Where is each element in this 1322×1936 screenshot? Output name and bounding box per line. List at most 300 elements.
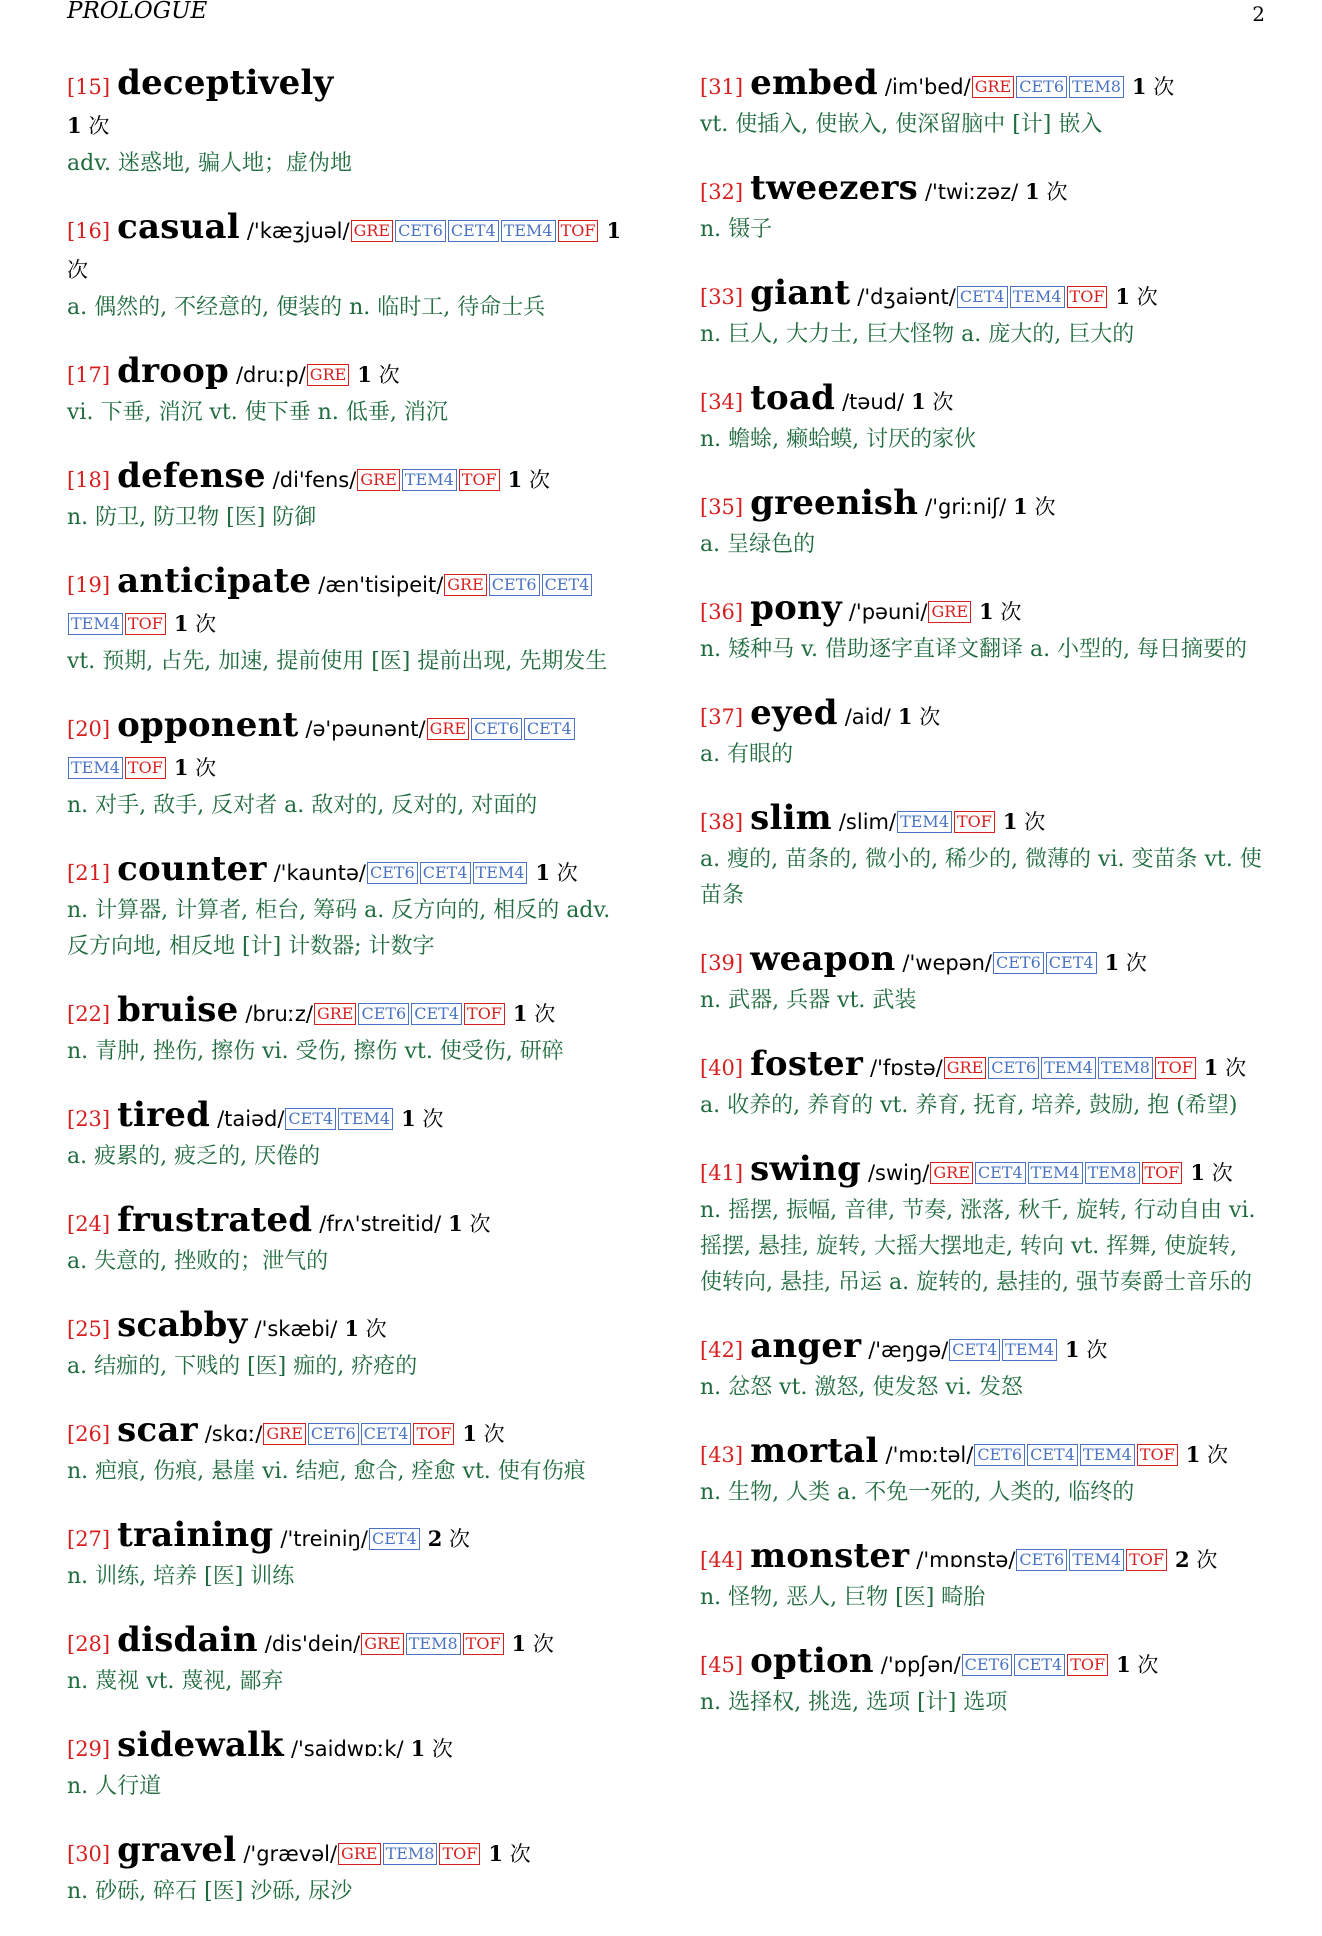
exam-tag: GRE <box>427 718 470 740</box>
headword: droop <box>117 351 229 391</box>
count-number: 1 <box>897 704 913 729</box>
count-number: 1 <box>1203 1055 1219 1080</box>
vocab-entry <box>67 64 632 182</box>
definition: vt. 预期, 占先, 加速, 提前使用 [医] 提前出现, 先期发生 <box>67 649 608 674</box>
exam-tag: TOF <box>125 613 166 635</box>
exam-tag: CET6 <box>988 1057 1039 1079</box>
exam-tag: CET6 <box>962 1654 1013 1676</box>
frequency-count <box>508 468 550 492</box>
frequency-count <box>174 756 216 780</box>
exam-tag: CET4 <box>957 286 1008 308</box>
count-number: 1 <box>1002 809 1018 834</box>
exam-tag: TEM4 <box>473 862 528 884</box>
vocab-entry <box>700 1537 1265 1616</box>
phonetic: /'twiːzəz/ <box>924 180 1019 204</box>
exam-tag: GRE <box>944 1057 987 1079</box>
entry-head <box>700 379 1265 422</box>
count-number: 1 <box>1131 74 1147 99</box>
entry-index: [35] <box>700 495 744 519</box>
definition: n. 生物, 人类 a. 不免一死的, 人类的, 临终的 <box>700 1480 1135 1505</box>
vocab-entry <box>700 1327 1265 1406</box>
phonetic: /'dʒaiənt/ <box>857 285 956 309</box>
headword: opponent <box>117 705 299 745</box>
exam-tag: GRE <box>928 601 971 623</box>
count-unit: 次 <box>469 1212 491 1236</box>
entry-index: [28] <box>67 1632 111 1656</box>
exam-tag: GRE <box>972 76 1015 98</box>
exam-tag: TOF <box>463 1633 504 1655</box>
entry-index: [45] <box>700 1653 744 1677</box>
definition: a. 失意的, 挫败的；泄气的 <box>67 1249 329 1274</box>
exam-tag: TOF <box>464 1003 505 1025</box>
exam-tag: CET4 <box>1014 1654 1065 1676</box>
definition: n. 蔑视 vt. 蔑视, 鄙弃 <box>67 1669 284 1694</box>
entry-head <box>700 274 1265 317</box>
entry-head <box>700 64 1265 107</box>
definition: a. 瘦的, 苗条的, 微小的, 稀少的, 微薄的 vi. 变苗条 vt. 使苗条 <box>700 847 1262 908</box>
exam-tag: GRE <box>357 469 400 491</box>
vocab-entry <box>67 1306 632 1385</box>
phonetic: /təud/ <box>842 390 905 414</box>
entry-head <box>700 1432 1265 1475</box>
headword: scar <box>117 1410 198 1450</box>
phonetic: /ə'pəunənt/ <box>305 717 426 741</box>
headword: training <box>117 1515 274 1555</box>
exam-tag: TEM8 <box>1098 1057 1153 1079</box>
exam-tag: TOF <box>125 757 166 779</box>
count-unit: 次 <box>1207 1443 1228 1467</box>
exam-tag: CET4 <box>448 220 499 242</box>
count-unit: 次 <box>1153 75 1175 99</box>
vocab-entry <box>67 562 632 680</box>
entry-index: [31] <box>700 75 744 99</box>
definition: vi. 下垂, 消沉 vt. 使下垂 n. 低垂, 消沉 <box>67 400 448 425</box>
count-unit: 次 <box>365 1317 387 1341</box>
frequency-count <box>1003 810 1045 834</box>
count-number: 1 <box>1190 1160 1206 1185</box>
entry-index: [21] <box>67 861 111 885</box>
entry-head <box>67 1516 632 1559</box>
phonetic: /'mɒnstə/ <box>916 1548 1016 1572</box>
entry-index: [36] <box>700 600 744 624</box>
count-unit: 次 <box>88 114 110 138</box>
count-unit: 次 <box>1137 1653 1159 1677</box>
vocab-entry <box>67 850 632 965</box>
exam-tag: GRE <box>314 1003 357 1025</box>
exam-tag: TEM8 <box>1085 1162 1140 1184</box>
entry-index: [22] <box>67 1002 111 1026</box>
count-unit: 次 <box>483 1422 505 1446</box>
phonetic: /slim/ <box>838 810 897 834</box>
count-unit: 次 <box>919 705 941 729</box>
entry-head <box>67 208 632 290</box>
frequency-count <box>174 612 216 636</box>
exam-tag: CET6 <box>974 1444 1025 1466</box>
exam-tag: TOF <box>1126 1549 1167 1571</box>
frequency-count <box>512 1632 554 1656</box>
exam-tag: TEM4 <box>501 220 556 242</box>
exam-tag: GRE <box>351 220 394 242</box>
exam-tag: TEM4 <box>1028 1162 1083 1184</box>
frequency-count <box>535 861 577 885</box>
frequency-count <box>448 1212 490 1236</box>
entry-head <box>67 1621 632 1664</box>
exam-tag: TEM4 <box>68 613 123 635</box>
headword: gravel <box>117 1830 237 1870</box>
entry-head <box>67 1306 632 1349</box>
count-unit: 次 <box>195 756 217 780</box>
exam-tag: GRE <box>307 364 350 386</box>
exam-tag: CET4 <box>361 1423 412 1445</box>
exam-tag: CET6 <box>993 952 1044 974</box>
frequency-count <box>488 1842 530 1866</box>
entry-head <box>67 1411 632 1454</box>
entry-index: [18] <box>67 468 111 492</box>
exam-tag: TEM4 <box>1080 1444 1135 1466</box>
definition: n. 砂砾, 碎石 [医] 沙砾, 尿沙 <box>67 1879 353 1904</box>
entry-index: [23] <box>67 1107 111 1131</box>
count-unit: 次 <box>67 258 88 282</box>
count-number: 1 <box>1104 950 1120 975</box>
phonetic: /'griːniʃ/ <box>925 495 1007 519</box>
frequency-count <box>1013 495 1055 519</box>
count-unit: 次 <box>509 1842 531 1866</box>
definition: a. 偶然的, 不经意的, 便装的 n. 临时工, 待命士兵 <box>67 295 546 320</box>
exam-tag: TOF <box>1142 1162 1183 1184</box>
exam-tag: TEM4 <box>1010 286 1065 308</box>
vocab-entry <box>67 208 632 326</box>
exam-tag: TEM4 <box>1002 1339 1057 1361</box>
count-number: 1 <box>512 1001 528 1026</box>
exam-tag: GRE <box>444 574 487 596</box>
count-unit: 次 <box>195 612 217 636</box>
exam-tag: GRE <box>263 1423 306 1445</box>
frequency-count <box>513 1002 555 1026</box>
definition: n. 防卫, 防卫物 [医] 防御 <box>67 505 317 530</box>
entry-index: [17] <box>67 363 111 387</box>
frequency-count <box>979 600 1021 624</box>
headword: counter <box>117 849 267 889</box>
phonetic: /'saidwɒːk/ <box>290 1737 404 1761</box>
entry-head <box>700 940 1265 983</box>
entry-head <box>700 1537 1265 1580</box>
count-number: 1 <box>401 1106 416 1131</box>
definition: vt. 使插入, 使嵌入, 使深留脑中 [计] 嵌入 <box>700 112 1103 137</box>
vocab-entry <box>700 274 1265 353</box>
entry-index: [16] <box>67 219 111 243</box>
exam-tag: CET4 <box>411 1003 462 1025</box>
entry-head <box>700 484 1265 527</box>
vocab-entry <box>700 379 1265 458</box>
count-unit: 次 <box>534 1002 556 1026</box>
frequency-count <box>357 363 399 387</box>
frequency-count <box>67 114 109 138</box>
vocab-entry <box>67 352 632 431</box>
headword: monster <box>750 1536 910 1576</box>
count-number: 1 <box>979 599 994 624</box>
count-unit: 次 <box>1225 1056 1247 1080</box>
count-number: 1 <box>1025 179 1040 204</box>
count-number: 1 <box>488 1841 503 1866</box>
entry-head <box>67 352 632 395</box>
entry-index: [32] <box>700 180 744 204</box>
exam-tag: GRE <box>338 1843 381 1865</box>
entry-head <box>67 64 632 107</box>
vocab-entry <box>700 1432 1265 1511</box>
phonetic: /im'bed/ <box>884 75 971 99</box>
definition: n. 巨人, 大力士, 巨大怪物 a. 庞大的, 巨大的 <box>700 322 1135 347</box>
headword: casual <box>117 207 240 247</box>
headword: bruise <box>117 990 239 1030</box>
phonetic: /bruːz/ <box>245 1002 313 1026</box>
frequency-count <box>428 1527 470 1551</box>
entry-index: [29] <box>67 1737 111 1761</box>
exam-tag: TEM8 <box>1069 76 1124 98</box>
phonetic: /'grævəl/ <box>243 1842 338 1866</box>
phonetic: /swiŋ/ <box>867 1161 930 1185</box>
vocab-entry <box>700 1150 1265 1301</box>
headword: sidewalk <box>117 1725 284 1765</box>
count-unit: 次 <box>1125 951 1147 975</box>
definition: n. 怪物, 恶人, 巨物 [医] 畸胎 <box>700 1585 986 1610</box>
exam-tag: TOF <box>459 469 500 491</box>
exam-tag: TEM4 <box>68 757 123 779</box>
phonetic: /'fɒstə/ <box>870 1056 943 1080</box>
vocab-entry <box>67 1726 632 1805</box>
headword: greenish <box>750 483 919 523</box>
phonetic: /'pəuni/ <box>848 600 928 624</box>
exam-tag: TOF <box>1067 286 1108 308</box>
frequency-count <box>898 705 940 729</box>
phonetic: /aid/ <box>844 705 891 729</box>
entry-index: [20] <box>67 717 111 741</box>
count-unit: 次 <box>378 363 400 387</box>
definition: n. 蟾蜍, 癞蛤蟆, 讨厌的家伙 <box>700 427 977 452</box>
exam-tag: TOF <box>558 220 599 242</box>
count-number: 1 <box>410 1736 426 1761</box>
definition: a. 呈绿色的 <box>700 532 816 557</box>
vocab-entry <box>700 1642 1265 1721</box>
phonetic: /taiəd/ <box>217 1107 285 1131</box>
entry-index: [33] <box>700 285 744 309</box>
headword: swing <box>750 1149 861 1189</box>
entry-head <box>700 1642 1265 1685</box>
definition: a. 有眼的 <box>700 742 794 767</box>
definition: n. 训练, 培养 [医] 训练 <box>67 1564 295 1589</box>
count-number: 1 <box>344 1316 359 1341</box>
exam-tag: TEM4 <box>402 469 457 491</box>
count-unit: 次 <box>528 468 550 492</box>
count-unit: 次 <box>422 1107 444 1131</box>
entry-index: [26] <box>67 1422 111 1446</box>
headword: defense <box>117 456 266 496</box>
vocab-entry <box>67 1831 632 1910</box>
entry-index: [15] <box>67 75 111 99</box>
headword: disdain <box>117 1620 258 1660</box>
phonetic: /'kauntə/ <box>273 861 366 885</box>
vocab-entry <box>700 694 1265 773</box>
definition: n. 选择权, 挑选, 选项 [计] 选项 <box>700 1690 1008 1715</box>
headword: giant <box>750 273 851 313</box>
phonetic: /'mɒːtəl/ <box>885 1443 974 1467</box>
phonetic: /skɑː/ <box>204 1422 263 1446</box>
entry-index: [43] <box>700 1443 744 1467</box>
frequency-count <box>1190 1161 1232 1185</box>
exam-tag: CET6 <box>471 718 522 740</box>
headword: option <box>750 1641 874 1681</box>
entry-index: [34] <box>700 390 744 414</box>
entry-head <box>67 850 632 893</box>
count-number: 1 <box>606 218 622 243</box>
vocab-entry <box>67 1096 632 1175</box>
exam-tag: GRE <box>361 1633 404 1655</box>
entry-index: [19] <box>67 573 111 597</box>
frequency-count <box>411 1737 453 1761</box>
headword: frustrated <box>117 1200 313 1240</box>
definition: n. 镊子 <box>700 217 773 242</box>
count-number: 2 <box>1175 1547 1190 1572</box>
phonetic: /'treiniŋ/ <box>280 1527 368 1551</box>
entry-head <box>700 589 1265 632</box>
count-unit: 次 <box>1000 600 1022 624</box>
entry-head <box>67 1096 632 1139</box>
count-unit: 次 <box>1086 1338 1108 1362</box>
count-number: 1 <box>507 467 523 492</box>
count-number: 1 <box>1065 1337 1080 1362</box>
exam-tag: CET6 <box>1016 1549 1067 1571</box>
exam-tag: TEM8 <box>406 1633 461 1655</box>
headword: anger <box>750 1326 862 1366</box>
exam-tag: CET6 <box>1016 76 1067 98</box>
vocab-entry <box>67 706 632 824</box>
entry-head <box>67 706 632 788</box>
count-unit: 次 <box>1046 180 1068 204</box>
entry-head <box>67 457 632 500</box>
phonetic: /æn'tisipeit/ <box>318 573 444 597</box>
headword: slim <box>750 798 832 838</box>
exam-tag: TEM8 <box>383 1843 438 1865</box>
exam-tag: TOF <box>413 1423 454 1445</box>
exam-tag: CET4 <box>369 1528 420 1550</box>
exam-tag: TEM4 <box>897 811 952 833</box>
phonetic: /'æŋgə/ <box>868 1338 949 1362</box>
exam-tag: CET4 <box>285 1108 336 1130</box>
exam-tag: CET6 <box>367 862 418 884</box>
phonetic: /'skæbi/ <box>254 1317 338 1341</box>
count-unit: 次 <box>932 390 954 414</box>
vocab-entry <box>67 1411 632 1490</box>
headword: mortal <box>750 1431 879 1471</box>
exam-tag: CET6 <box>308 1423 359 1445</box>
phonetic: /'wepən/ <box>902 951 992 975</box>
entry-index: [44] <box>700 1548 744 1572</box>
vocab-entry <box>700 799 1265 914</box>
entry-head <box>67 1201 632 1244</box>
entry-head <box>700 1045 1265 1088</box>
exam-tag: TEM4 <box>1069 1549 1124 1571</box>
frequency-count <box>1132 75 1174 99</box>
vocab-entry <box>700 940 1265 1019</box>
vocab-entry <box>67 1516 632 1595</box>
count-number: 1 <box>173 611 189 636</box>
count-number: 1 <box>911 389 926 414</box>
headword: scabby <box>117 1305 248 1345</box>
count-unit: 次 <box>1136 285 1158 309</box>
exam-tag: TOF <box>439 1843 480 1865</box>
count-number: 1 <box>511 1631 527 1656</box>
entry-head <box>67 562 632 644</box>
phonetic: /frʌ'streitid/ <box>319 1212 442 1236</box>
frequency-count <box>1175 1548 1217 1572</box>
exam-tag: CET6 <box>395 220 446 242</box>
phonetic: /dis'dein/ <box>264 1632 361 1656</box>
frequency-count <box>401 1107 443 1131</box>
entry-head <box>700 694 1265 737</box>
entry-index: [30] <box>67 1842 111 1866</box>
exam-tag: TOF <box>1067 1654 1108 1676</box>
exam-tag: CET4 <box>1027 1444 1078 1466</box>
entry-index: [25] <box>67 1317 111 1341</box>
headword: weapon <box>750 939 896 979</box>
count-number: 1 <box>67 113 82 138</box>
exam-tag: CET6 <box>358 1003 409 1025</box>
vocab-entry <box>700 1045 1265 1124</box>
headword: embed <box>750 63 878 103</box>
entry-head <box>67 1726 632 1769</box>
exam-tag: TOF <box>1137 1444 1178 1466</box>
frequency-count <box>462 1422 504 1446</box>
frequency-count <box>1025 180 1067 204</box>
count-unit: 次 <box>449 1527 471 1551</box>
vocab-entry <box>700 484 1265 563</box>
right-column <box>700 64 1265 1747</box>
headword: pony <box>750 588 842 628</box>
entry-index: [38] <box>700 810 744 834</box>
frequency-count <box>1116 1653 1158 1677</box>
entry-index: [41] <box>700 1161 744 1185</box>
count-number: 1 <box>535 860 551 885</box>
headword: tired <box>117 1095 211 1135</box>
page-number: 2 <box>1252 2 1265 26</box>
exam-tag: CET4 <box>420 862 471 884</box>
headword: eyed <box>750 693 838 733</box>
exam-tag: CET6 <box>489 574 540 596</box>
phonetic: /druːp/ <box>235 363 306 387</box>
entry-index: [42] <box>700 1338 744 1362</box>
definition: n. 对手, 敌手, 反对者 a. 敌对的, 反对的, 对面的 <box>67 793 538 818</box>
definition: n. 计算器, 计算者, 柜台, 筹码 a. 反方向的, 相反的 adv. 反方向地, 相反地 [计] 计数器; 计数字 <box>67 898 611 959</box>
exam-tag: TEM4 <box>338 1108 393 1130</box>
exam-tag: CET4 <box>975 1162 1026 1184</box>
count-number: 1 <box>1116 1652 1131 1677</box>
headword: toad <box>750 378 836 418</box>
headword: deceptively <box>117 63 334 103</box>
definition: n. 矮种马 v. 借助逐字直译文翻译 a. 小型的, 每日摘要的 <box>700 637 1248 662</box>
definition: n. 人行道 <box>67 1774 162 1799</box>
headword: foster <box>750 1044 864 1084</box>
count-unit: 次 <box>1211 1161 1233 1185</box>
vocab-entry <box>700 64 1265 143</box>
definition: a. 疲累的, 疲乏的, 厌倦的 <box>67 1144 321 1169</box>
definition: n. 摇摆, 振幅, 音律, 节奏, 涨落, 秋千, 旋转, 行动自由 vi. 摇摆, 悬挂, 旋转, 大摇大摆地走, 转向 vt. 挥舞, 使旋转, 使转向, 悬挂, 吊运 a. 旋转的, 悬挂的, 强节奏爵士音乐的 <box>700 1198 1256 1295</box>
vocab-entry <box>67 457 632 536</box>
count-unit: 次 <box>1034 495 1056 519</box>
entry-index: [27] <box>67 1527 111 1551</box>
frequency-count <box>1204 1056 1246 1080</box>
entry-head <box>700 1327 1265 1370</box>
exam-tag: CET4 <box>1046 952 1097 974</box>
vocab-entry <box>67 991 632 1070</box>
